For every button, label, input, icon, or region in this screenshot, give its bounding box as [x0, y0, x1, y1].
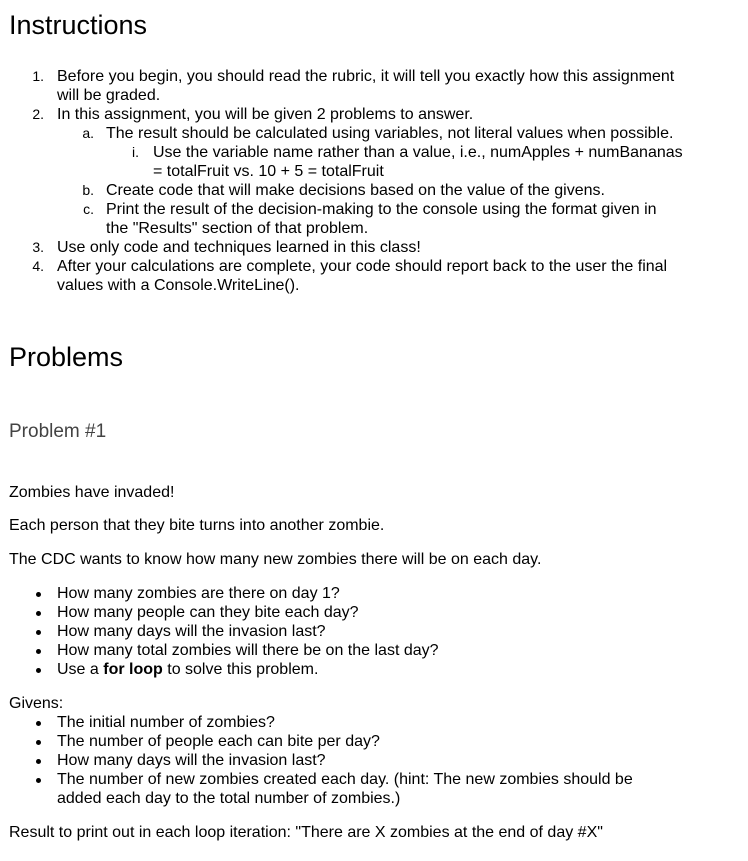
list-marker: a.	[82, 125, 94, 141]
instructions-heading: Instructions	[9, 10, 148, 40]
bullet-icon	[36, 611, 41, 616]
list-marker: c.	[83, 201, 94, 217]
instruction-item-2c-line-1: Print the result of the decision-making to the console using the format given in	[106, 201, 657, 218]
instruction-item-2ai-line-2: = totalFruit vs. 10 + 5 = totalFruit	[153, 163, 384, 180]
problem-intro-1: Zombies have invaded!	[9, 484, 175, 501]
instruction-item-2c-line-2: the "Results" section of that problem.	[106, 220, 369, 237]
list-marker: 3.	[32, 239, 44, 255]
question-item: How many total zombies will there be on the last day?	[57, 642, 439, 659]
bullet-icon	[36, 759, 41, 764]
for-loop-post: to solve this problem.	[162, 661, 319, 678]
question-item: How many zombies are there on day 1?	[57, 585, 340, 602]
problem-intro-3: The CDC wants to know how many new zombies there will be on each day.	[9, 551, 542, 568]
given-item-line-2: added each day to the total number of zombies.)	[57, 790, 401, 807]
for-loop-keyword: for loop	[103, 661, 163, 678]
instruction-item-1-line-2: will be graded.	[57, 87, 161, 104]
instruction-item-1-line-1: Before you begin, you should read the rubric, it will tell you exactly how this assignment	[57, 68, 675, 85]
instruction-item-2ai-line-1: Use the variable name rather than a value, i.e., numApples + numBananas	[153, 144, 683, 161]
given-item: The number of people each can bite per day?	[57, 733, 380, 750]
bullet-icon	[36, 592, 41, 597]
list-marker: 2.	[32, 106, 44, 122]
problem-1-heading: Problem #1	[9, 421, 107, 442]
instruction-item-2b: Create code that will make decisions based on the value of the givens.	[106, 182, 605, 199]
bullet-icon	[36, 668, 41, 673]
list-marker: i.	[132, 144, 139, 160]
instruction-item-2: In this assignment, you will be given 2 problems to answer.	[57, 106, 474, 123]
question-item: How many people can they bite each day?	[57, 604, 359, 621]
result-format: Result to print out in each loop iteration: "There are X zombies at the end of day #X"	[9, 824, 603, 841]
for-loop-pre: Use a	[57, 661, 104, 678]
givens-label: Givens:	[9, 695, 64, 712]
list-marker: b.	[82, 182, 94, 198]
given-item: How many days will the invasion last?	[57, 752, 326, 769]
bullet-icon	[36, 778, 41, 783]
problems-heading: Problems	[9, 342, 124, 372]
instruction-item-3: Use only code and techniques learned in this class!	[57, 239, 421, 256]
list-marker: 1.	[32, 68, 44, 84]
instruction-item-2a: The result should be calculated using variables, not literal values when possible.	[106, 125, 674, 142]
given-item-line-1: The number of new zombies created each day. (hint: The new zombies should be	[57, 771, 633, 788]
bullet-icon	[36, 630, 41, 635]
instruction-item-4-line-1: After your calculations are complete, your code should report back to the user the final	[57, 258, 668, 275]
question-item: How many days will the invasion last?	[57, 623, 326, 640]
bullet-icon	[36, 721, 41, 726]
question-item-for-loop	[57, 660, 318, 679]
given-item: The initial number of zombies?	[57, 714, 275, 731]
list-marker: 4.	[32, 258, 44, 274]
bullet-icon	[36, 740, 41, 745]
bullet-icon	[36, 649, 41, 654]
instruction-item-4-line-2: values with a Console.WriteLine().	[57, 277, 300, 294]
problem-intro-2: Each person that they bite turns into another zombie.	[9, 517, 385, 534]
